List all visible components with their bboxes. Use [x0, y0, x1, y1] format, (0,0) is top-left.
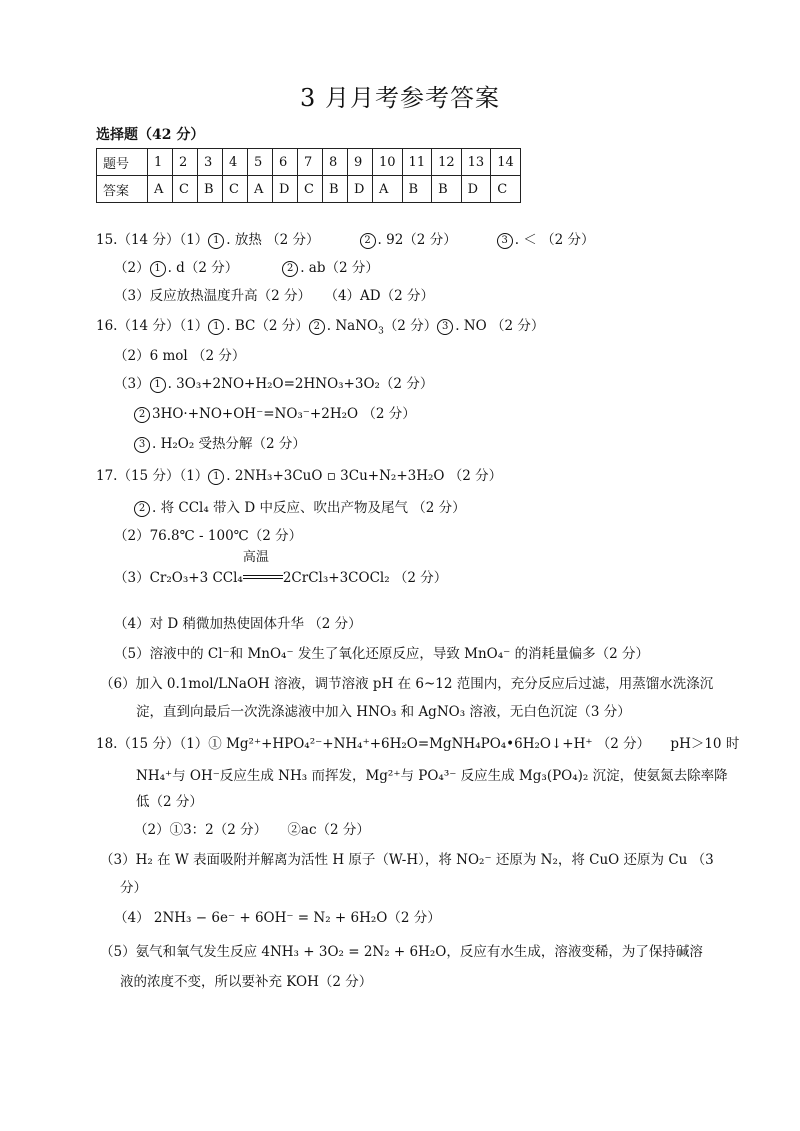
- table-cell: 2: [173, 149, 198, 176]
- table-cell: D: [461, 176, 491, 203]
- table-cell: A: [373, 176, 403, 203]
- q17-line-6: （5）溶液中的 Cl⁻和 MnO₄⁻ 发生了氧化还原反应，导致 MnO₄⁻ 的消耗量偏多（2 分）: [114, 646, 649, 662]
- circled-number: 1: [150, 377, 166, 393]
- table-cell: D: [273, 176, 298, 203]
- answer-text: . d（2 分）: [167, 260, 239, 276]
- table-header-answer: 答案: [97, 176, 148, 203]
- answer-text: . 将 CCl₄ 带入 D 中反应、吹出产物及尾气 （2 分）: [152, 500, 466, 516]
- table-cell: 3: [198, 149, 223, 176]
- table-cell: 10: [373, 149, 403, 176]
- q18-line-3: 低（2 分）: [136, 794, 203, 810]
- table-cell: C: [223, 176, 248, 203]
- circled-number: 1: [208, 233, 224, 249]
- table-cell: C: [173, 176, 198, 203]
- q17-line-7: （6）加入 0.1mol/LNaOH 溶液，调节溶液 pH 在 6~12 范围内，充分反应后过滤，用蒸馏水洗涤沉: [100, 676, 714, 692]
- answer-text: . BC（2 分）: [226, 318, 309, 334]
- q15-line-3: （3）反应放热温度升高（2 分） （4）AD（2 分）: [114, 288, 435, 304]
- table-cell: 11: [402, 149, 432, 176]
- q16-line-1: 16.（14 分）（1） 1 . BC（2 分） 2 . NaNO$_3$（2 分） 3 . NO （2 分）: [96, 318, 545, 337]
- table-cell: 4: [223, 149, 248, 176]
- q18-line-1: 18.（15 分）（1）① Mg²⁺+HPO₄²⁻+NH₄⁺+6H₂O=MgNH₄PO₄•6H₂O↓+H⁺ （2 分） pH＞10 时: [96, 736, 740, 752]
- q18-line-4: （2）①3：2（2 分） ②ac（2 分）: [134, 822, 370, 838]
- q17-line-4: [114, 550, 448, 588]
- page-title: 3 月月考参考答案: [300, 84, 500, 112]
- q17-line-3: （2）76.8℃ - 100℃（2 分）: [114, 528, 303, 544]
- sub-question: （2）: [114, 260, 150, 276]
- q17-line-5: （4）对 D 稍微加热使固体升华 （2 分）: [114, 616, 362, 632]
- condition-equals: [242, 550, 283, 588]
- q17-line-2: [134, 498, 466, 518]
- circled-number: 2: [134, 407, 150, 423]
- q18-line-8: （5）氨气和氧气发生反应 4NH₃ + 3O₂ = 2N₂ + 6H₂O，反应有水生成，溶液变稀，为了保持碱溶: [100, 944, 703, 960]
- table-cell: A: [248, 176, 273, 203]
- table-cell: 6: [273, 149, 298, 176]
- q17-number: 17.（15 分）（1）: [96, 468, 209, 484]
- table-cell: B: [402, 176, 432, 203]
- q18-line-9: 液的浓度不变，所以要补充 KOH（2 分）: [120, 974, 373, 990]
- q18-line-7: （4） 2NH₃ − 6e⁻ + 6OH⁻ = N₂ + 6H₂O（2 分）: [114, 910, 441, 926]
- circled-number: 2: [134, 501, 150, 517]
- table-cell: 7: [298, 149, 323, 176]
- table-cell: D: [348, 176, 373, 203]
- q17-line-8: 淀，直到向最后一次洗涤滤液中加入 HNO₃ 和 AgNO₃ 溶液，无白色沉淀（3 分）: [136, 704, 631, 720]
- answer-text: . 2NH₃+3CuO ▫ 3Cu+N₂+3H₂O （2 分）: [226, 468, 503, 484]
- circled-number: 1: [208, 319, 224, 335]
- table-cell: 13: [461, 149, 491, 176]
- table-cell: C: [491, 176, 521, 203]
- answer-text: . 92（2 分）: [377, 232, 457, 248]
- circled-number: 3: [134, 437, 150, 453]
- circled-number: 2: [360, 233, 376, 249]
- table-cell: 12: [432, 149, 462, 176]
- circled-number: 2: [309, 319, 325, 335]
- table-cell: B: [323, 176, 348, 203]
- table-row-answers: [97, 176, 521, 203]
- circled-number: 3: [437, 319, 453, 335]
- table-cell: 9: [348, 149, 373, 176]
- q15-line-1: [96, 230, 594, 250]
- table-cell: 8: [323, 149, 348, 176]
- answer-text: . ＜ （2 分）: [514, 232, 595, 248]
- answer-table: [96, 148, 521, 203]
- table-cell: C: [298, 176, 323, 203]
- answer-text: . 放热 （2 分）: [226, 232, 320, 248]
- section-label: 选择题（42 分）: [96, 127, 205, 143]
- answer-text: （2 分）: [383, 318, 438, 334]
- circled-number: 3: [497, 233, 513, 249]
- answer-text: 2CrCl₃+3COCl₂ （2 分）: [282, 570, 448, 586]
- circled-number: 1: [208, 469, 224, 485]
- answer-text: . H₂O₂ 受热分解（2 分）: [152, 436, 306, 452]
- q18-line-5: （3）H₂ 在 W 表面吸附并解离为活性 H 原子（W-H），将 NO₂⁻ 还原为 N₂，将 CuO 还原为 Cu （3: [100, 852, 714, 868]
- answer-text: . NaNO: [326, 318, 379, 334]
- table-cell: B: [432, 176, 462, 203]
- answer-text: 3HO·+NO+OH⁻=NO₃⁻+2H₂O （2 分）: [152, 406, 416, 422]
- answer-text: . 3O₃+2NO+H₂O=2HNO₃+3O₂（2 分）: [167, 376, 434, 392]
- sub-question: （3）: [114, 376, 150, 392]
- q16-line-5: [134, 434, 306, 454]
- q16-line-2: （2）6 mol （2 分）: [114, 348, 246, 364]
- q15-line-2: [114, 258, 379, 278]
- q17-line-1: [96, 466, 502, 486]
- answer-text: . ab（2 分）: [300, 260, 379, 276]
- q16-line-3: [114, 374, 433, 394]
- table-cell: 14: [491, 149, 521, 176]
- answer-text: （3）Cr₂O₃+3 CCl₄: [114, 570, 243, 586]
- table-row-numbers: [97, 149, 521, 176]
- q16-number: 16.（14 分）（1）: [96, 318, 209, 334]
- table-cell: 1: [148, 149, 173, 176]
- circled-number: 1: [150, 261, 166, 277]
- q18-line-6: 分）: [120, 880, 147, 896]
- table-cell: 5: [248, 149, 273, 176]
- q16-line-4: [134, 404, 416, 424]
- circled-number: 2: [282, 261, 298, 277]
- condition-label: 高温: [242, 550, 269, 565]
- answer-text: . NO （2 分）: [455, 318, 545, 334]
- table-cell: A: [148, 176, 173, 203]
- q18-line-2: NH₄⁺与 OH⁻反应生成 NH₃ 而挥发，Mg²⁺与 PO₄³⁻ 反应生成 Mg₃(PO₄)₂ 沉淀，使氨氮去除率降: [136, 768, 728, 784]
- q15-number: 15.（14 分）（1）: [96, 232, 209, 248]
- table-cell: B: [198, 176, 223, 203]
- table-header-number: 题号: [97, 149, 148, 176]
